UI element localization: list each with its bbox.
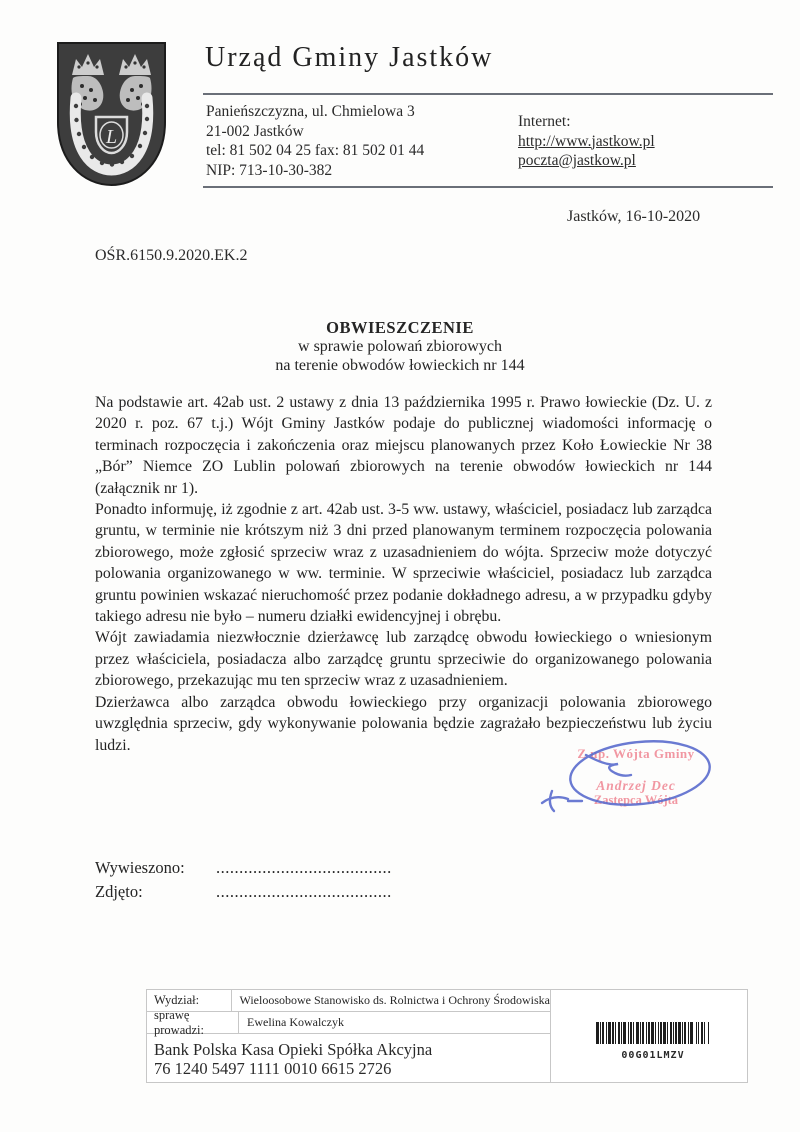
case-reference-number: OŚR.6150.9.2020.EK.2	[95, 247, 248, 264]
body-paragraph-4: Dzierżawca albo zarządca obwodu łowieckiego przy organizacji polowania zbiorowego uwzględnia sprzeciw, gdy wykonywanie polowania będzie zagrażało bezpieczeństwu lub życiu ludzi.	[95, 693, 712, 754]
removed-label: Zdjęto:	[95, 881, 143, 901]
body-paragraph-3: Wójt zawiadamia niezwłocznie dzierżawcę lub zarządcę obwodu łowieckiego o wniesionym przez właściciela, posiadacza albo zarządcę gruntu sprzeciwie do organizowanego polowania zbiorowego, przekazując mu ten sprzeciw wraz z uzasadnieniem.	[95, 629, 712, 690]
header-divider-top	[203, 93, 773, 95]
address-city: 21-002 Jastków	[206, 122, 304, 140]
notice-subtitle-2: na terenie obwodów łowieckich nr 144	[275, 357, 525, 374]
body-paragraph-2: Ponadto informuję, iż zgodnie z art. 42ab ust. 3-5 ww. ustawy, właściciel, posiadacz lub zarządca gruntu, w terminie nie krótszym niż 3 dni przed planowanym terminem rozpoczęcia polowania zbiorowego, może zgłosić sprzeciw wraz z uzasadnieniem do wójta. Sprzeciw może dotyczyć polowania organizowanego w ww. terminie. W sprzeciwie właściciel, posiadacz lub zarządca gruntu powinien wskazać nieruchomość przez podanie dokładnego adresu, a w przypadku gdyby takiego adresu nie było – numeru działki ewidencyjnej i obrębu.	[95, 501, 712, 626]
internet-label: Internet:	[518, 113, 571, 130]
bank-account-number: 76 1240 5497 1111 0010 6615 2726	[154, 1059, 392, 1078]
address-street: Panieńszczyzna, ul. Chmielowa 3	[206, 103, 415, 120]
posted-label: Wywieszono:	[95, 858, 185, 877]
case-handler-label: sprawę prowadzi:	[147, 1012, 239, 1033]
stamp-line-title: Zastępca Wójta	[593, 793, 679, 807]
signature-stamp	[528, 733, 723, 825]
document-barcode	[596, 1022, 710, 1061]
posted-fill-line: ......................................	[216, 858, 392, 877]
notice-heading	[0, 318, 800, 375]
barcode-text: 00G01LMZV	[621, 1050, 685, 1061]
office-address-block	[206, 102, 424, 180]
table-row	[147, 1007, 550, 1037]
svg-text:L: L	[105, 126, 118, 148]
address-nip: NIP: 713-10-30-382	[206, 161, 333, 179]
notice-body	[95, 392, 712, 756]
header-divider-bottom	[203, 186, 773, 188]
footer-left-cell	[147, 990, 551, 1082]
bank-details	[154, 1040, 432, 1078]
barcode-icon	[596, 1022, 710, 1044]
jastkow-coat-of-arms-icon	[55, 40, 168, 188]
email-link[interactable]: poczta@jastkow.pl	[518, 152, 636, 169]
footer-info-box	[146, 989, 748, 1083]
notice-subtitle-1: w sprawie polowań zbiorowych	[298, 338, 502, 355]
posting-dates-block	[95, 856, 392, 903]
body-paragraph-1: Na podstawie art. 42ab ust. 2 ustawy z dnia 13 października 1995 r. Prawo łowieckie (Dz. U. z 2020 r. poz. 67 t.j.) Wójt Gminy Jastków podaje do publicznej wiadomości informację o terminach rozpoczęcia i zakończenia oraz miejscu planowanych przez Koło Łowieckie Nr 38 „Bór” Niemce ZO Lublin polowań zbiorowych na terenie obwodów łowieckich nr 144 (załącznik nr 1).	[95, 394, 712, 497]
department-label: Wydział:	[147, 990, 232, 1011]
office-name: Urząd Gminy Jastków	[205, 42, 494, 73]
stamp-line-name: Andrzej Dec	[596, 778, 676, 793]
posted-row	[95, 856, 392, 880]
website-link[interactable]: http://www.jastkow.pl	[518, 132, 655, 150]
bank-name: Bank Polska Kasa Opieki Spółka Akcyjna	[154, 1040, 433, 1059]
stamp-line-authority: Z up. Wójta Gminy	[577, 746, 695, 761]
internet-block	[518, 112, 655, 171]
removed-row	[95, 880, 392, 904]
place-and-date: Jastków, 16-10-2020	[567, 208, 701, 225]
department-value: Wieloosobowe Stanowisko ds. Rolnictwa i Ochrony Środowiska	[239, 993, 550, 1007]
case-handler-value: Ewelina Kowalczyk	[247, 1015, 344, 1029]
removed-fill-line: ......................................	[216, 881, 392, 901]
notice-title: OBWIESZCZENIE	[326, 318, 474, 337]
pen-signature-icon	[528, 733, 723, 825]
address-phone: tel: 81 502 04 25 fax: 81 502 01 44	[206, 142, 425, 159]
